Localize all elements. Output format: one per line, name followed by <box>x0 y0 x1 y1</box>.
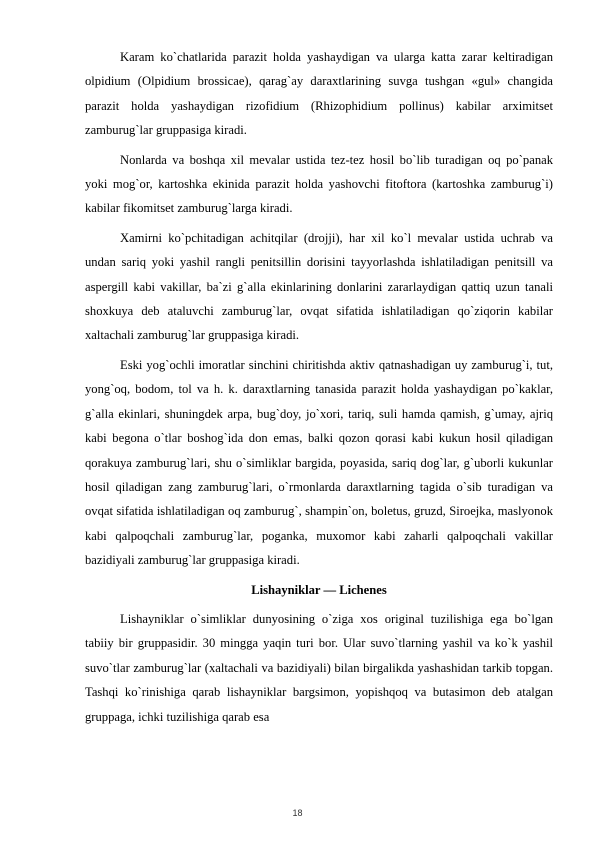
page-number: 18 <box>292 808 303 818</box>
section-heading: Lishayniklar — Lichenes <box>251 582 387 597</box>
paragraph-xaltachali: Xamirni ko`pchitadigan achitqilar (drojji), har xil ko`l mevalar ustida uchrab va undan sariq yoki yashil rangli penitsillin dorisini tayyorlashda ishlatiladigan penitsill va aspergill kabi vakillar, ba`zi g`alla ekinlarining donlarini zararlaydigan qattiq uzun tanali shoxkuya deb ataluvchi zamburug`lar, ovqat sifatida ishlatiladigan qo`ziqorin kabilar xaltachali zamburug`lar gruppasiga kiradi. <box>85 230 553 343</box>
paragraph-arximitset: Karam ko`chatlarida parazit holda yashaydigan va ularga katta zarar keltiradigan olpidium (Olpidium brossicae), qarag`ay daraxtlarining suvga tushgan «gul» changida parazit holda yashaydigan rizofidium (Rhizophidium pollinus) kabilar arximitset zamburug`lar gruppasiga kiradi. <box>85 50 553 138</box>
paragraph-bazidiyali: Eski yog`ochli imoratlar sinchini chiritishda aktiv qatnashadigan uy zamburug`i, tut, yong`oq, bodom, tol va h. k. daraxtlarning tanasida parazit holda yashaydigan po`kaklar, g`alla ekinlari, shuningdek arpa, bug`doy, jo`xori, tariq, suli hamda qamish, g`umay, ajriq kabi begona o`tlar boshog`ida don emas, balki qozon qorasi kabi kukun hosil qiladigan qorakuya zamburug`lari, shu o`simliklar bargida, poyasida, sariq dog`lar, g`uborli kukunlar hosil qiladigan zang zamburug`lari, o`rmonlarda daraxtlarning tagida o`sib turadigan va ovqat sifatida ishlatiladigan oq zamburug`, shampin`on, boletus, gruzd, Siroejka, maslyonok kabi qalpoqchali zamburug`lar, poganka, muxomor kabi zaharli qalpoqchali vakillar bazidiyali zamburug`lar gruppasiga kiradi. <box>85 357 553 568</box>
paragraph-lishayniklar: Lishayniklar o`simliklar dunyosining o`ziga xos original tuzilishiga ega bo`lgan tabiiy bir gruppasidir. 30 mingga yaqin turi bor. Ular suvo`tlarning yashil va ko`k yashil suvo`tlar zamburug`lar (xaltachali va bazidiyali) bilan birgalikda yashashidan tarkib topgan. Tashqi ko`rinishiga qarab lishayniklar bargsimon, yopishqoq va butasimon deb atalgan gruppaga, ichki tuzilishiga qarab esa <box>85 611 553 724</box>
document-page <box>85 45 553 734</box>
paragraph-fikomitset: Nonlarda va boshqa xil mevalar ustida tez-tez hosil bo`lib turadigan oq po`panak yoki mog`or, kartoshka ekinida parazit holda yashovchi fitoftora (kartoshka zamburug`i) kabilar fikomitset zamburug`larga kiradi. <box>85 152 553 216</box>
